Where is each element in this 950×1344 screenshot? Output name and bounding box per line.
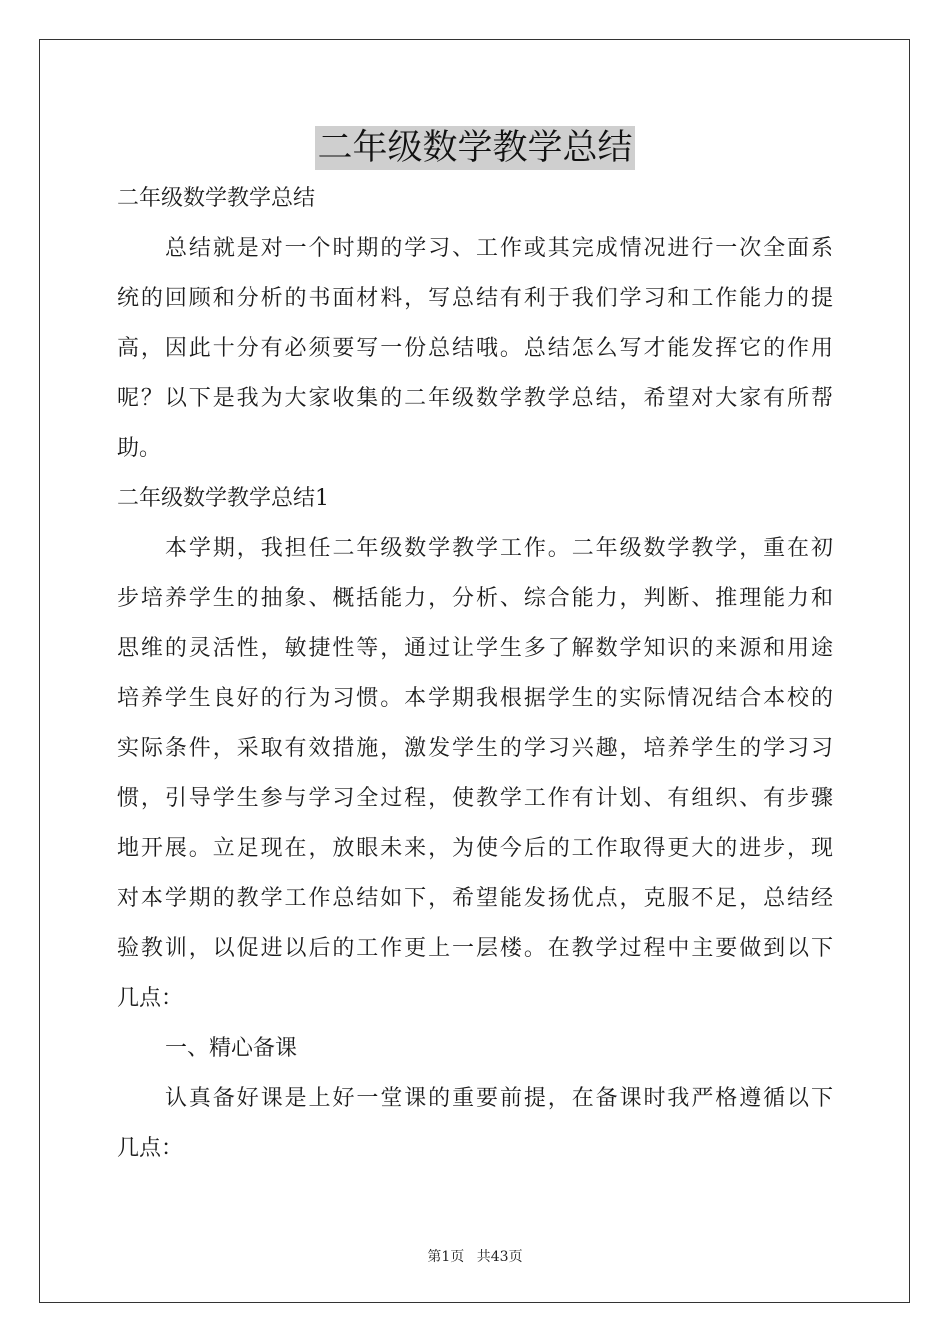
text-line: 统的回顾和分析的书面材料，写总结有利于我们学习和工作能力的提 xyxy=(117,286,833,311)
text-line: 实际条件，采取有效措施，激发学生的学习兴趣，培养学生的学习习 xyxy=(117,736,833,761)
text-line: 对本学期的教学工作总结如下，希望能发扬优点，克服不足，总结经 xyxy=(117,886,833,911)
text-line: 培养学生良好的行为习惯。本学期我根据学生的实际情况结合本校的 xyxy=(117,686,833,711)
page-total: 共43页 xyxy=(476,1249,523,1265)
text-line: 呢？以下是我为大家收集的二年级数学教学总结，希望对大家有所帮 xyxy=(117,386,833,411)
text-line: 一、精心备课 xyxy=(165,1036,298,1061)
text-line: 本学期，我担任二年级数学教学工作。二年级数学教学，重在初 xyxy=(165,536,833,561)
text-line: 二年级数学教学总结 xyxy=(117,186,316,211)
text-line: 助。 xyxy=(117,436,162,461)
text-line: 二年级数学教学总结1 xyxy=(117,486,329,511)
text-line: 验教训，以促进以后的工作更上一层楼。在教学过程中主要做到以下 xyxy=(117,936,833,961)
page-footer xyxy=(0,1246,950,1266)
text-line: 惯，引导学生参与学习全过程，使教学工作有计划、有组织、有步骤 xyxy=(117,786,833,811)
document-title: 二年级数学教学总结 xyxy=(317,128,633,168)
text-line: 思维的灵活性，敏捷性等，通过让学生多了解数学知识的来源和用途 xyxy=(117,636,833,661)
text-line: 地开展。立足现在，放眼未来，为使今后的工作取得更大的进步，现 xyxy=(117,836,833,861)
text-line: 几点： xyxy=(117,986,184,1011)
text-line: 高，因此十分有必须要写一份总结哦。总结怎么写才能发挥它的作用 xyxy=(117,336,833,361)
text-line: 几点： xyxy=(117,1136,184,1161)
title-wrap xyxy=(0,126,950,170)
text-line: 认真备好课是上好一堂课的重要前提，在备课时我严格遵循以下 xyxy=(165,1086,833,1111)
page-number: 第1页 xyxy=(427,1249,465,1265)
text-line: 步培养学生的抽象、概括能力，分析、综合能力，判断、推理能力和 xyxy=(117,586,833,611)
document-body xyxy=(117,174,833,1174)
text-line: 总结就是对一个时期的学习、工作或其完成情况进行一次全面系 xyxy=(165,236,833,261)
